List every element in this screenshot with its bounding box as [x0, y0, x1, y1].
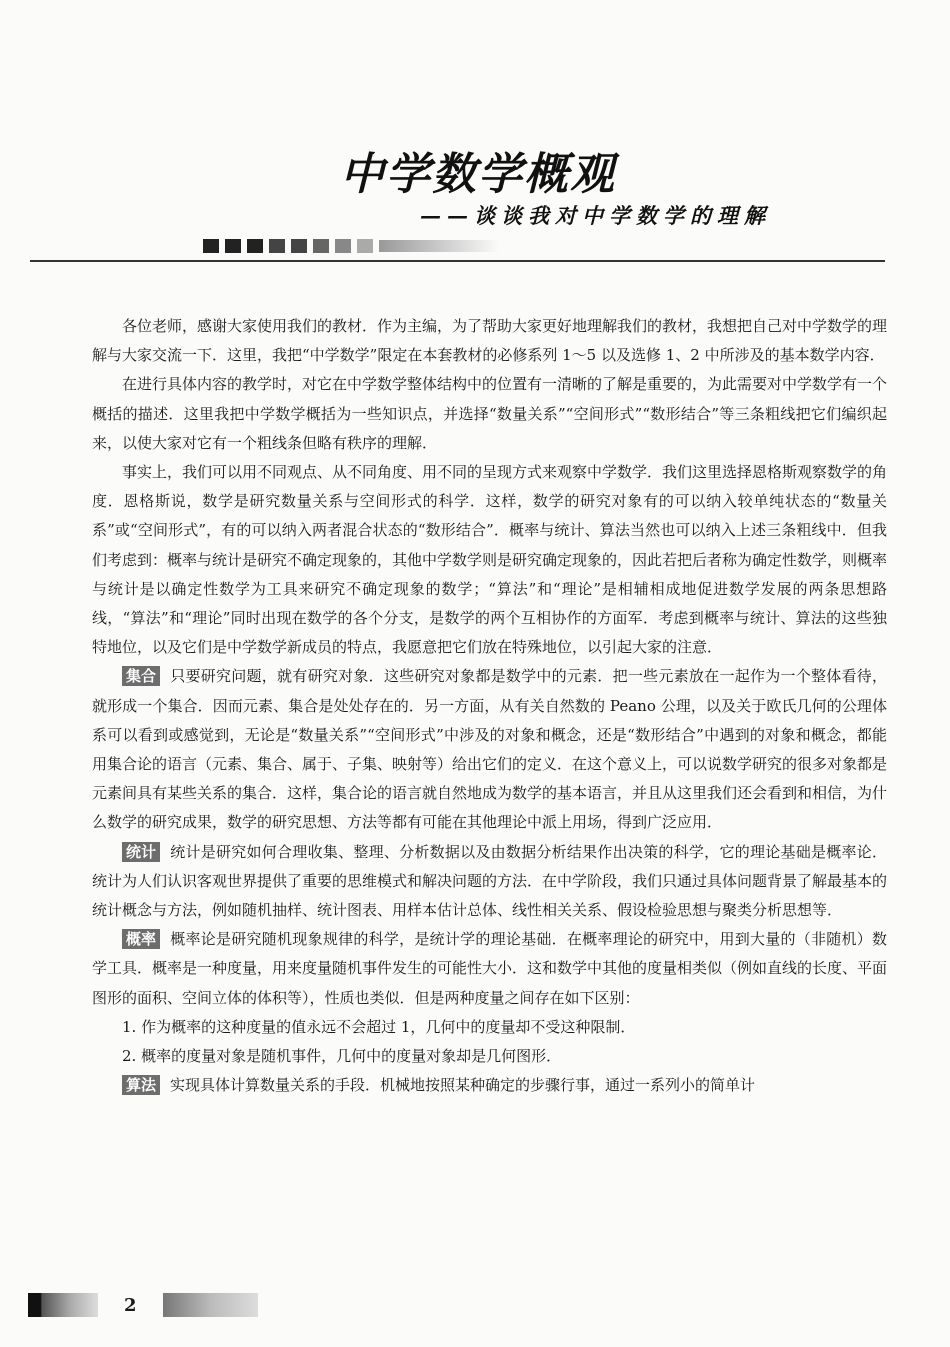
section-tag: 集合 [122, 666, 160, 686]
footer-decoration [163, 1293, 258, 1317]
section-sets [92, 662, 887, 837]
section-statistics [92, 838, 887, 926]
page-title: 中学数学概观 [340, 149, 616, 200]
section-text: 只要研究问题，就有研究对象．这些研究对象都是数学中的元素．把一些元素放在一起作为一个整体看待，就形成一个集合．因而元素、集合是处处存在的．另一方面，从有关自然数的 Peano 公理，以及关于欧氏几何的公理体系可以看到或感觉到，无论是“数量关系”“空间形式”中涉及的对象和概念，还是“数形结合”中遇到的对象和概念，都能用集合论的语言（元素、集合、属于、子集、映射等）给出它们的定义．在这个意义上，可以说数学研究的很多对象都是元素间具有某些关系的集合．这样，集合论的语言就自然地成为数学的基本语言，并且从这里我们还会看到和相信，为什么数学的研究成果，数学的研究思想、方法等都有可能在其他理论中派上用场，得到广泛应用． [92, 667, 888, 832]
footer-decoration [28, 1293, 98, 1317]
header-rule [30, 260, 885, 262]
paragraph: 各位老师，感谢大家使用我们的教材．作为主编，为了帮助大家更好地理解我们的教材，我想把自己对中学数学的理解与大家交流一下．这里，我把“中学数学”限定在本套教材的必修系列 1～5 以及选修 1、2 中所涉及的基本数学内容． [92, 317, 888, 365]
section-text: 概率论是研究随机现象规律的科学，是统计学的理论基础．在概率理论的研究中，用到大量的（非随机）数学工具．概率是一种度量，用来度量随机事件发生的可能性大小．这和数学中其他的度量相类似（例如直线的长度、平面图形的面积、空间立体的体积等），性质也类似．但是两种度量之间存在如下区别： [92, 930, 888, 1007]
page-footer [28, 1290, 258, 1320]
list-item: 1. 作为概率的这种度量的值永远不会超过 1，几何中的度量却不受这种限制． [122, 1017, 636, 1036]
section-tag: 算法 [122, 1075, 160, 1095]
page-subtitle: ——谈谈我对中学数学的理解 [420, 203, 771, 228]
list-item: 2. 概率的度量对象是随机事件，几何中的度量对象却是几何图形． [122, 1047, 562, 1066]
section-algorithm [92, 1071, 887, 1100]
page-number: 2 [124, 1294, 137, 1316]
paragraph: 在进行具体内容的教学时，对它在中学数学整体结构中的位置有一清晰的了解是重要的，为此需要对中学数学有一个概括的描述．这里我把中学数学概括为一些知识点，并选择“数量关系”“空间形式”“数形结合”等三条粗线把它们编织起来，以使大家对它有一个粗线条但略有秩序的理解． [92, 375, 888, 452]
section-text: 统计是研究如何合理收集、整理、分析数据以及由数据分析结果作出决策的科学，它的理论基础是概率论．统计为人们认识客观世界提供了重要的思维模式和解决问题的方法．在中学阶段，我们只通过具体问题背景了解最基本的统计概念与方法，例如随机抽样、统计图表、用样本估计总体、线性相关关系、假设检验思想与聚类分析思想等． [92, 842, 888, 920]
section-tag: 统计 [122, 842, 160, 862]
section-text: 实现具体计算数量关系的手段．机械地按照某种确定的步骤行事，通过一系列小的简单计 [170, 1076, 756, 1095]
section-tag: 概率 [122, 929, 160, 949]
section-probability [92, 925, 887, 1013]
article-body [92, 312, 887, 1100]
paragraph: 事实上，我们可以用不同观点、从不同角度、用不同的呈现方式来观察中学数学．我们这里选择恩格斯观察数学的角度．恩格斯说，数学是研究数量关系与空间形式的科学．这样，数学的研究对象有的可以纳入较单纯状态的“数量关系”或“空间形式”，有的可以纳入两者混合状态的“数形结合”．概率与统计、算法当然也可以纳入上述三条粗线中．但我们考虑到：概率与统计是研究不确定现象的，其他中学数学则是研究确定现象的，因此若把后者称为确定性数学，则概率与统计是以确定性数学为工具来研究不确定现象的数学；“算法”和“理论”是相辅相成地促进数学发展的两条思想路线，“算法”和“理论”同时出现在数学的各个分支，是数学的两个互相协作的方面军．考虑到概率与统计、算法的这些独特地位，以及它们是中学数学新成员的特点，我愿意把它们放在特殊地位，以引起大家的注意． [92, 463, 888, 657]
decorative-squares [203, 238, 499, 254]
